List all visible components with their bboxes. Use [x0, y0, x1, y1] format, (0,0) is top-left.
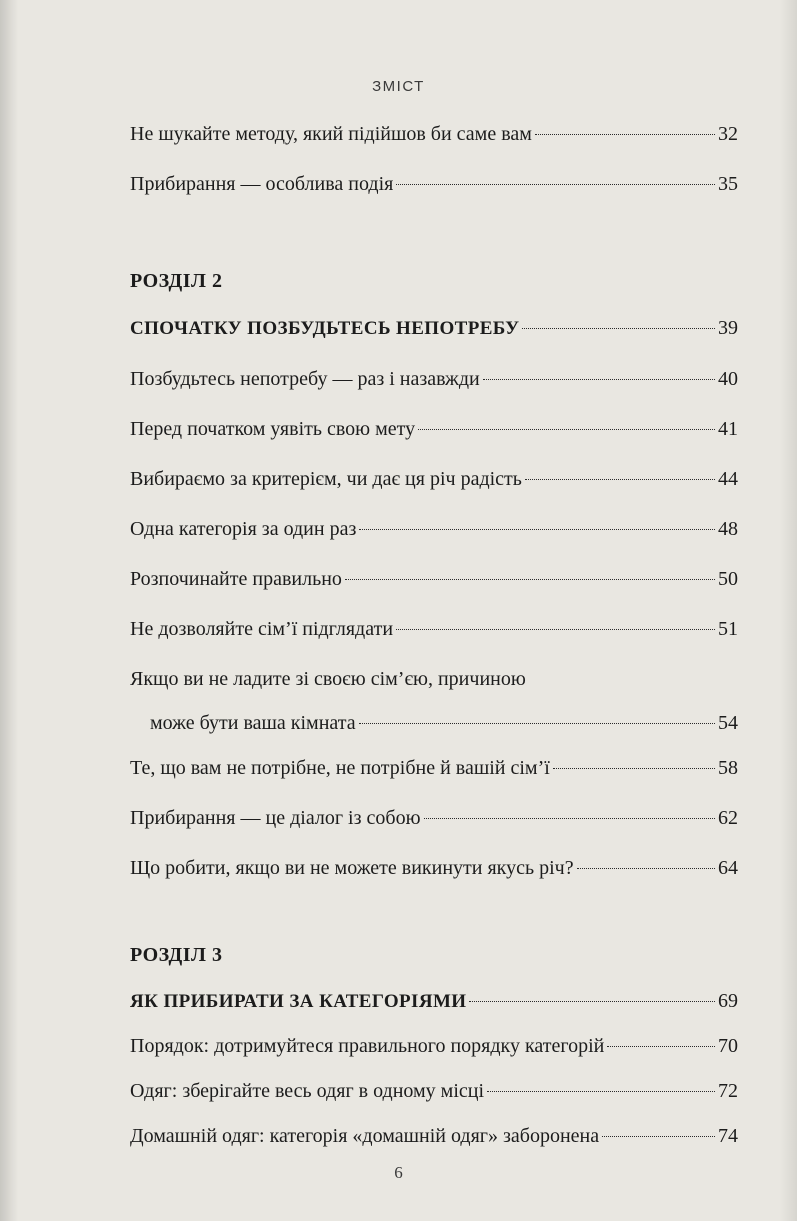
dot-leader — [396, 629, 715, 630]
toc-entry-page: 64 — [718, 857, 738, 879]
dot-leader — [396, 184, 715, 185]
toc-entry-page: 50 — [718, 568, 738, 590]
toc-entry-title: Позбудьтесь непотребу — раз і назавжди — [130, 368, 480, 390]
chapter-title: ЯК ПРИБИРАТИ ЗА КАТЕГОРІЯМИ — [130, 991, 467, 1012]
dot-leader — [424, 818, 715, 819]
toc-entry — [130, 1124, 738, 1148]
toc-entry — [130, 467, 738, 491]
dot-leader — [522, 328, 715, 329]
toc-block-section-2 — [130, 316, 738, 880]
page-edge-shadow-right — [779, 0, 797, 1221]
dot-leader — [345, 579, 715, 580]
page-edge-shadow-left — [0, 0, 18, 1221]
toc-entry — [130, 617, 738, 641]
toc-entry-title: Не дозволяйте сім’ї підглядати — [130, 618, 394, 640]
dot-leader — [359, 723, 715, 724]
toc-entry-title: Прибирання — особлива подія — [130, 173, 394, 195]
toc-entry-title: Домашній одяг: категорія «домашній одяг» заборонена — [130, 1125, 600, 1147]
dot-leader — [469, 1001, 715, 1002]
toc-entry — [130, 806, 738, 830]
toc-entry — [130, 1034, 738, 1058]
toc-entry-page: 62 — [718, 807, 738, 829]
running-header: ЗМІСТ — [372, 78, 425, 95]
toc-entry-page: 74 — [718, 1125, 738, 1147]
toc-entry — [130, 367, 738, 391]
toc-entry — [130, 856, 738, 880]
toc-entry-title: Порядок: дотримуйтеся правильного порядку категорій — [130, 1035, 605, 1057]
toc-entry-title: Те, що вам не потрібне, не потрібне й вашій сім’ї — [130, 757, 550, 779]
dot-leader — [553, 768, 715, 769]
page-number: 6 — [394, 1163, 403, 1182]
toc-entry — [130, 756, 738, 780]
dot-leader — [577, 868, 715, 869]
toc-entry-page: 44 — [718, 468, 738, 490]
toc-entry-title: Вибираємо за критерієм, чи дає ця річ радість — [130, 468, 522, 490]
toc-entry-title: Прибирання — це діалог із собою — [130, 807, 421, 829]
section-label: РОЗДІЛ 3 — [130, 944, 223, 966]
toc-entry-line-1 — [130, 667, 738, 691]
toc-entry-page: 32 — [718, 123, 738, 145]
toc-entry — [130, 1079, 738, 1103]
toc-entry-page: 70 — [718, 1035, 738, 1057]
toc-entry-title: Одна категорія за один раз — [130, 518, 357, 540]
toc-entry — [130, 417, 738, 441]
chapter-title: СПОЧАТКУ ПОЗБУДЬТЕСЬ НЕПОТРЕБУ — [130, 318, 520, 339]
toc-entry-page: 69 — [718, 990, 738, 1012]
toc-entry — [130, 122, 738, 146]
section-label: РОЗДІЛ 2 — [130, 270, 223, 292]
toc-entry — [130, 567, 738, 591]
toc-entry-title: Якщо ви не ладите зі своєю сім’єю, причиною — [130, 668, 526, 690]
toc-chapter-entry — [130, 316, 738, 341]
toc-block-top — [130, 122, 738, 196]
toc-entry — [130, 517, 738, 541]
toc-entry-page: 48 — [718, 518, 738, 540]
toc-entry-title: Розпочинайте правильно — [130, 568, 342, 590]
toc-entry-page: 54 — [718, 712, 738, 734]
dot-leader — [487, 1091, 715, 1092]
toc-entry-line-2 — [130, 711, 738, 735]
dot-leader — [602, 1136, 715, 1137]
dot-leader — [483, 379, 715, 380]
toc-block-section-3 — [130, 989, 738, 1148]
toc-entry-page: 51 — [718, 618, 738, 640]
toc-entry-title: Що робити, якщо ви не можете викинути якусь річ? — [130, 857, 574, 879]
dot-leader — [418, 429, 715, 430]
toc-entry-title: Не шукайте методу, який підійшов би саме вам — [130, 123, 532, 145]
toc-entry-page: 58 — [718, 757, 738, 779]
dot-leader — [525, 479, 715, 480]
toc-entry-page: 35 — [718, 173, 738, 195]
toc-entry-page: 41 — [718, 418, 738, 440]
toc-entry-title-continued: може бути ваша кімната — [150, 712, 356, 734]
toc-chapter-entry — [130, 989, 738, 1014]
toc-entry-title: Одяг: зберігайте весь одяг в одному місці — [130, 1080, 485, 1102]
toc-entry-page: 72 — [718, 1080, 738, 1102]
dot-leader — [535, 134, 715, 135]
dot-leader — [359, 529, 715, 530]
toc-entry — [130, 172, 738, 196]
toc-entry-title: Перед початком уявіть свою мету — [130, 418, 416, 440]
toc-entry-page: 40 — [718, 368, 738, 390]
toc-entry-page: 39 — [718, 317, 738, 339]
dot-leader — [607, 1046, 715, 1047]
